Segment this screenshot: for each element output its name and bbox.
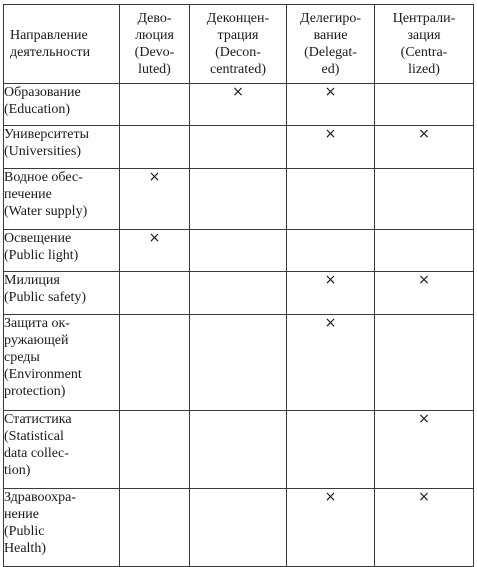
cross-mark-icon: × xyxy=(324,272,337,288)
activity-cell xyxy=(4,126,120,169)
mark-cell-deconcentrated xyxy=(190,126,287,169)
header-row xyxy=(4,5,474,84)
activity-cell xyxy=(4,230,120,272)
cross-mark-icon: × xyxy=(148,230,161,246)
mark-cell-delegated xyxy=(287,230,375,272)
mark-cell-centralized xyxy=(375,126,474,169)
column-header-line: люция xyxy=(135,28,174,43)
column-header-line: centrated) xyxy=(210,62,266,77)
column-header-line: Централи- xyxy=(392,11,456,26)
activity-label-line: (Public xyxy=(4,524,45,539)
mark-cell-centralized xyxy=(375,315,474,411)
activity-cell xyxy=(4,169,120,230)
activity-label-line: (Public light) xyxy=(4,248,79,263)
mark-cell-centralized xyxy=(375,272,474,315)
mark-cell-devoluted xyxy=(120,489,190,567)
column-header-line: Дево- xyxy=(137,11,172,26)
mark-cell-centralized xyxy=(375,230,474,272)
column-header-devoluted xyxy=(120,5,190,84)
activity-label-line: Health) xyxy=(4,541,46,556)
table-row xyxy=(4,230,474,272)
mark-cell-devoluted xyxy=(120,315,190,411)
activity-label-line: Милиция xyxy=(4,273,60,288)
mark-cell-deconcentrated xyxy=(190,272,287,315)
column-header-line: (Decon- xyxy=(215,45,261,60)
mark-cell-deconcentrated xyxy=(190,315,287,411)
mark-cell-devoluted xyxy=(120,84,190,126)
mark-cell-deconcentrated xyxy=(190,230,287,272)
column-header-centralized xyxy=(375,5,474,84)
table-row xyxy=(4,169,474,230)
mark-cell-delegated xyxy=(287,169,375,230)
activity-cell xyxy=(4,489,120,567)
column-header-activity xyxy=(4,5,120,84)
activity-label-line: tion) xyxy=(4,463,31,478)
activity-label-line: (Public safety) xyxy=(4,290,87,305)
column-header-line: Направление xyxy=(10,28,88,43)
column-header-line: деятельности xyxy=(10,45,91,60)
activity-label-line: нение xyxy=(4,507,39,522)
activity-label-line: Защита ок- xyxy=(4,316,70,331)
activity-label-line: печение xyxy=(4,187,52,202)
activity-label-line: (Education) xyxy=(4,102,71,117)
mark-cell-devoluted xyxy=(120,230,190,272)
activity-label-line: Освещение xyxy=(4,231,72,246)
mark-cell-delegated xyxy=(287,411,375,489)
mark-cell-devoluted xyxy=(120,126,190,169)
cross-mark-icon: × xyxy=(418,126,430,142)
column-header-deconcentrated xyxy=(190,5,287,84)
activity-label-line: (Universities) xyxy=(4,144,81,159)
activity-label-line: ружающей xyxy=(4,333,69,348)
mark-cell-centralized xyxy=(375,411,474,489)
activity-label-line: Университеты xyxy=(4,127,89,142)
mark-cell-delegated xyxy=(287,126,375,169)
column-header-line: зация xyxy=(407,28,441,43)
column-header-line: Деконцен- xyxy=(206,11,270,26)
mark-cell-deconcentrated xyxy=(190,84,287,126)
cross-mark-icon: × xyxy=(232,84,244,100)
cross-mark-icon: × xyxy=(418,489,430,505)
activity-cell xyxy=(4,315,120,411)
column-header-line: lized) xyxy=(408,62,440,77)
column-header-line: (Delegat- xyxy=(304,45,357,60)
table-row xyxy=(4,272,474,315)
cross-mark-icon: × xyxy=(324,489,337,505)
activity-label-line: protection) xyxy=(4,384,66,399)
mark-cell-deconcentrated xyxy=(190,489,287,567)
column-header-line: вание xyxy=(313,28,348,43)
table-row xyxy=(4,489,474,567)
cross-mark-icon: × xyxy=(324,315,337,331)
mark-cell-deconcentrated xyxy=(190,411,287,489)
activity-label-line: (Environment xyxy=(4,367,82,382)
mark-cell-devoluted xyxy=(120,411,190,489)
mark-cell-deconcentrated xyxy=(190,169,287,230)
mark-cell-delegated xyxy=(287,84,375,126)
column-header-line: ed) xyxy=(321,62,340,77)
cross-mark-icon: × xyxy=(148,169,161,185)
mark-cell-devoluted xyxy=(120,169,190,230)
table-row xyxy=(4,84,474,126)
column-header-line: (Centra- xyxy=(400,45,448,60)
mark-cell-delegated xyxy=(287,489,375,567)
activity-label-line: (Statistical xyxy=(4,429,64,444)
activity-label-line: data collec- xyxy=(4,446,69,461)
mark-cell-devoluted xyxy=(120,272,190,315)
cross-mark-icon: × xyxy=(418,411,430,427)
activity-cell xyxy=(4,411,120,489)
cross-mark-icon: × xyxy=(324,126,337,142)
activity-label-line: Здравоохра- xyxy=(4,490,77,505)
activity-cell xyxy=(4,84,120,126)
cross-mark-icon: × xyxy=(324,84,337,100)
activity-label-line: среды xyxy=(4,350,40,365)
activity-cell xyxy=(4,272,120,315)
column-header-line: luted) xyxy=(138,62,171,77)
column-header-line: (Devo- xyxy=(134,45,175,60)
cross-mark-icon: × xyxy=(418,272,430,288)
activity-label-line: Образование xyxy=(4,85,81,100)
mark-cell-centralized xyxy=(375,489,474,567)
table-body xyxy=(4,84,474,567)
table-row xyxy=(4,315,474,411)
activity-label-line: Статистика xyxy=(4,412,72,427)
activity-label-line: (Water supply) xyxy=(4,204,88,219)
activity-label-line: Водное обес- xyxy=(4,170,83,185)
mark-cell-delegated xyxy=(287,272,375,315)
responsibility-matrix-table xyxy=(3,4,474,567)
column-header-delegated xyxy=(287,5,375,84)
table-row xyxy=(4,411,474,489)
column-header-line: Делегиро- xyxy=(299,11,362,26)
column-header-line: трация xyxy=(217,28,259,43)
table-row xyxy=(4,126,474,169)
mark-cell-delegated xyxy=(287,315,375,411)
mark-cell-centralized xyxy=(375,84,474,126)
mark-cell-centralized xyxy=(375,169,474,230)
